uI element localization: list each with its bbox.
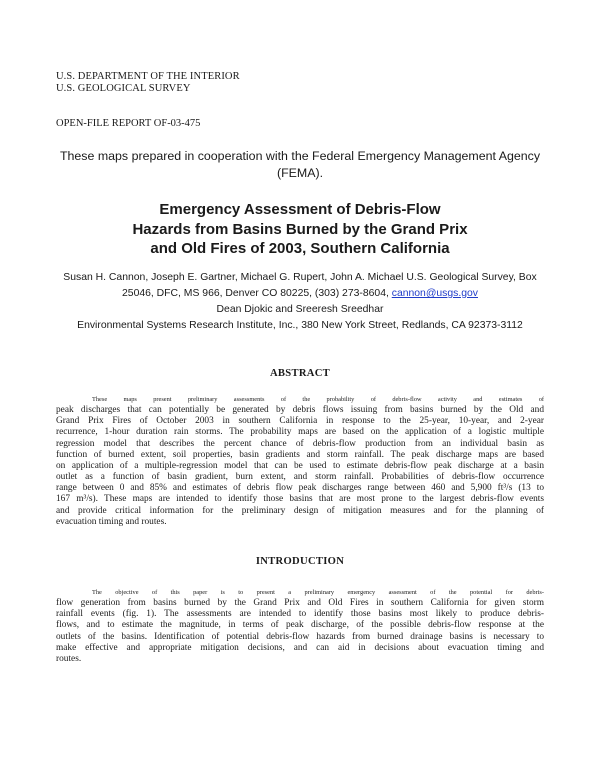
introduction-line: routes. [56, 653, 82, 664]
abstract-paragraph [56, 394, 544, 528]
report-number: OPEN-FILE REPORT OF-03-475 [56, 118, 201, 129]
abstract-line: regression model that describes the percent chance of debris-flow production from an individual basin as [56, 438, 544, 449]
abstract-heading: ABSTRACT [269, 368, 331, 379]
authors-line-4: Environmental Systems Research Institute, Inc., 380 New York Street, Redlands, CA 92373-3112 [77, 320, 523, 331]
report-title [60, 200, 540, 259]
abstract-line: Grand Prix Fires of October 2003 in southern California in response to the 25-year, 10-year, and 2-year [56, 416, 544, 427]
title-line-2: Hazards from Basins Burned by the Grand Prix [132, 220, 468, 238]
agency-department: U.S. DEPARTMENT OF THE INTERIOR [56, 71, 240, 82]
abstract-line: evacuation timing and routes. [56, 516, 167, 527]
abstract-line: peak discharges that can potentially be generated by debris flows issuing from basins burned by the Old and [56, 405, 544, 416]
introduction-line: flow generation from basins burned by the Grand Prix and Old Fires in southern California for given storm [56, 598, 544, 609]
title-line-1: Emergency Assessment of Debris-Flow [159, 201, 441, 218]
authors-address: 25046, DFC, MS 966, Denver CO 80225, (303) 273-8604, [122, 288, 389, 299]
authors-block [20, 270, 580, 334]
abstract-line: These maps present preliminary assessments of the probability of debris-flow activity and estimates of [92, 396, 544, 403]
introduction-paragraph [56, 587, 544, 665]
cooperation-line-2: (FEMA). [276, 166, 324, 180]
introduction-line: flows, and to estimate the magnitude, in terms of peak discharge, of the possible debris-flow response at the [56, 620, 544, 631]
introduction-line: The objective of this paper is to present a preliminary emergency assessment of the potential for debris- [92, 589, 544, 596]
author-email-link[interactable]: cannon@usgs.gov [391, 288, 478, 299]
abstract-line: function of burned extent, soil properties, basin gradients and storm rainfall. The peak discharge maps are based [56, 449, 544, 460]
abstract-line: range between 0 and 85% and estimates of debris flow peak discharges range between 460 and 5,900 ft³/s (13 to [56, 483, 544, 494]
introduction-line: make effective and appropriate mitigation decisions, and can aid in decisions about evacuation timing and [56, 642, 544, 653]
authors-line-1: Susan H. Cannon, Joseph E. Gartner, Michael G. Rupert, John A. Michael U.S. Geological Survey, Box [63, 272, 537, 283]
cooperation-statement [40, 148, 560, 182]
agency-block [56, 71, 240, 95]
cooperation-line-1: These maps prepared in cooperation with the Federal Emergency Management Agency [59, 149, 541, 163]
abstract-line: on application of a multiple-regression model that can be used to estimate debris-flow peak discharge at a basin [56, 460, 544, 471]
authors-line-3: Dean Djokic and Sreeresh Sreedhar [216, 304, 384, 315]
abstract-line: 167 m³/s). These maps are intended to identify those basins that are most prone to the largest debris-flow events [56, 494, 544, 505]
authors-line-2 [20, 286, 580, 302]
abstract-line: and provide critical information for the preliminary design of mitigation measures and for the planning of [56, 505, 544, 516]
introduction-heading: INTRODUCTION [255, 556, 345, 567]
abstract-line: outlet as a function of basin gradient, burn extent, and storm rainfall. Probabilities of debris-flow occurrence [56, 472, 544, 483]
introduction-line: rainfall events (fig. 1). The assessments are intended to identify those basins most likely to produce debris- [56, 609, 544, 620]
abstract-line: recurrence, 1-hour duration rain storms. The probability maps are based on the application of a logistic multiple [56, 427, 544, 438]
introduction-line: outlets of the basins. Identification of potential debris-flow hazards from burned drainage basins is necessary to [56, 631, 544, 642]
title-line-3: and Old Fires of 2003, Southern California [150, 240, 450, 257]
agency-survey: U.S. GEOLOGICAL SURVEY [56, 83, 191, 94]
